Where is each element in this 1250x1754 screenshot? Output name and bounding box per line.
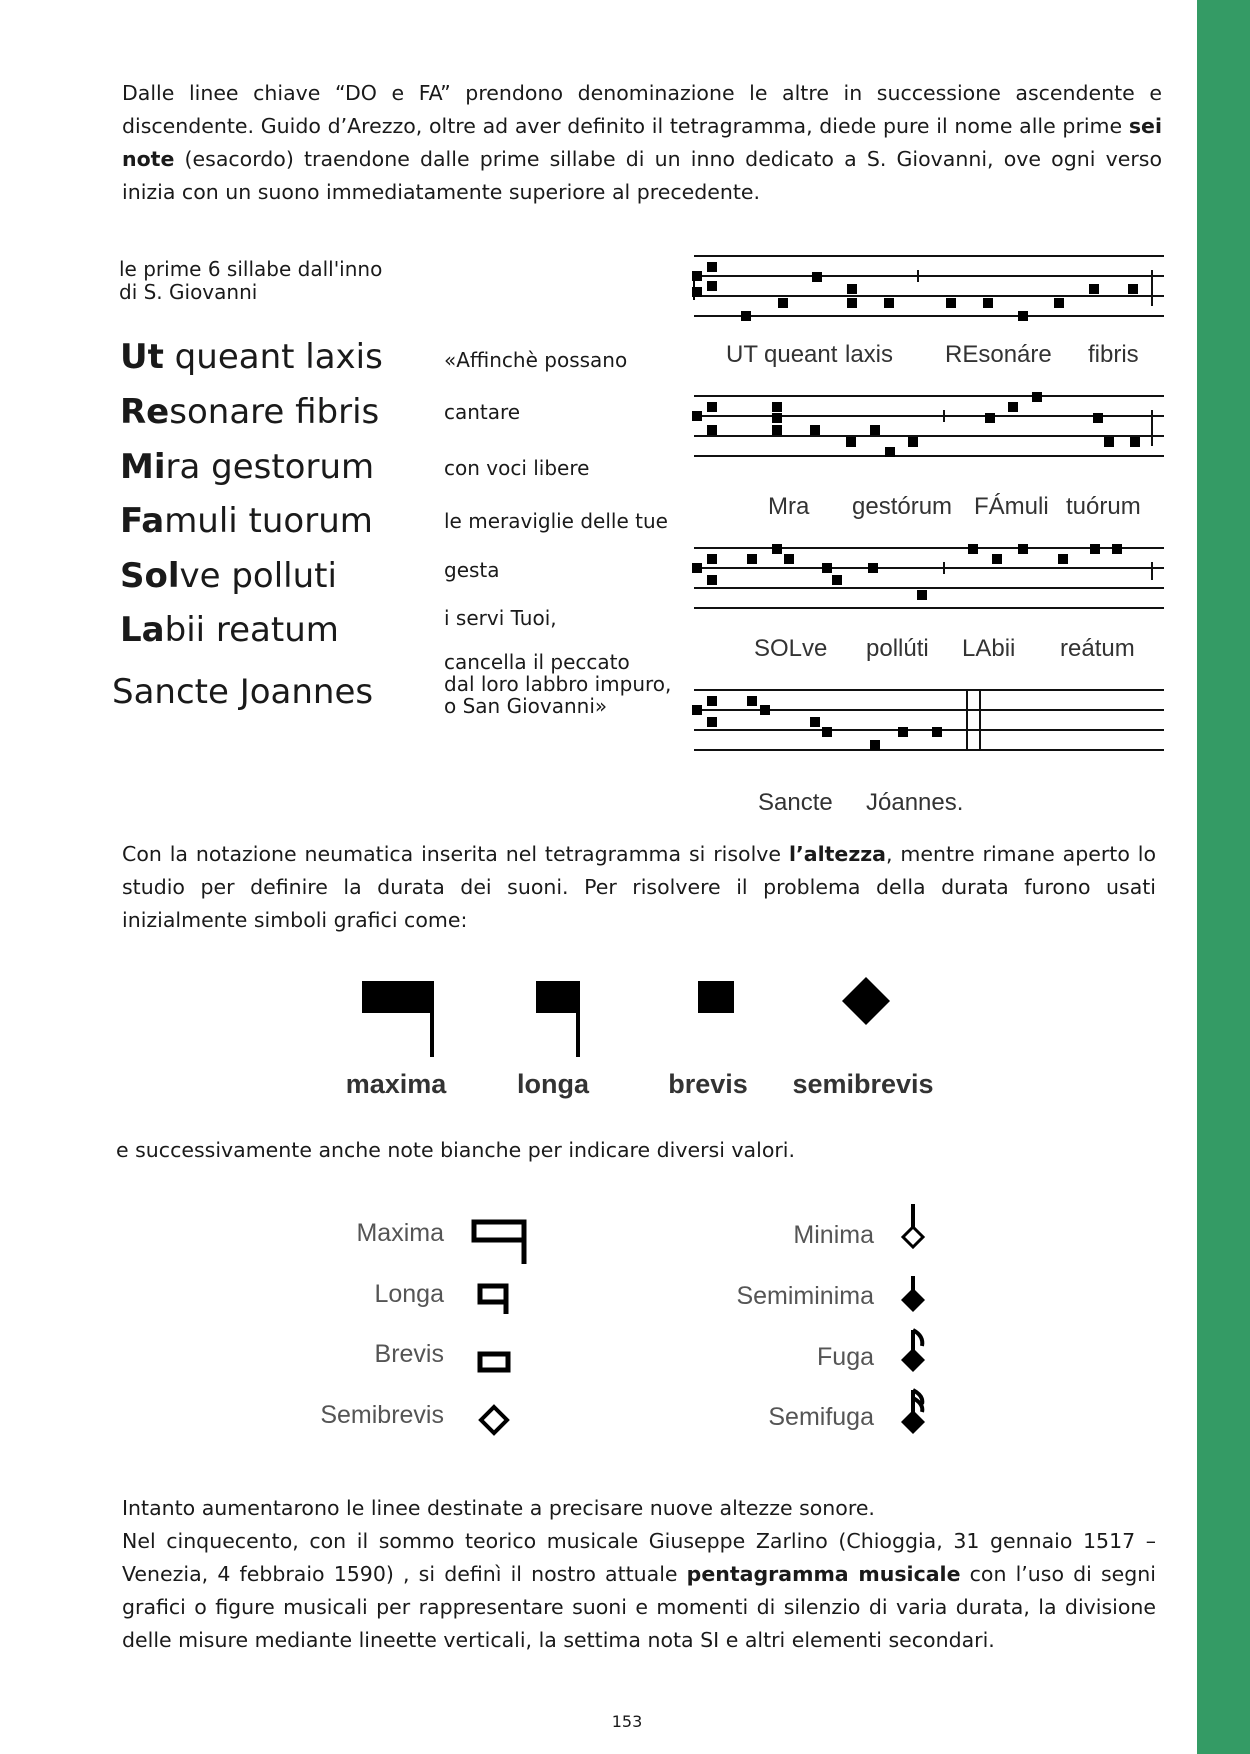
hymn-line: Solve polluti: [120, 556, 337, 596]
translation-line: gesta: [444, 558, 500, 582]
staff-3-notes: [692, 544, 1122, 600]
semibrevis-note-icon: [842, 977, 890, 1025]
staff-3: [694, 548, 1164, 608]
white-semibrevis-icon: [481, 1407, 507, 1433]
minima-icon: [903, 1204, 923, 1247]
lyric: FÁmuli: [974, 493, 1049, 520]
staff-4-notes: [692, 696, 942, 750]
translation-line: le meraviglie delle tue: [444, 509, 668, 533]
note-label: Semiminima: [736, 1282, 874, 1310]
maxima-note-icon: [362, 981, 434, 1057]
translation-line: «Affinchè possano: [444, 348, 628, 372]
lyric: tuórum: [1066, 493, 1141, 520]
lyric: SOLve: [754, 635, 828, 662]
note-label: brevis: [668, 1069, 748, 1099]
lyric: Jóannes.: [866, 789, 964, 816]
hymn-line: Resonare fibris: [120, 392, 380, 432]
note-label: Fuga: [817, 1343, 874, 1371]
translation-line: cancella il peccato: [444, 650, 630, 674]
translation-line: o San Giovanni»: [444, 694, 608, 718]
lyric: Mra: [768, 493, 810, 520]
paragraph-note-bianche: e successivamente anche note bianche per indicare diversi valori.: [116, 1138, 796, 1162]
hymn-line: Famuli tuorum: [120, 501, 373, 541]
longa-note-icon: [536, 981, 580, 1057]
hymn-line: Labii reatum: [120, 610, 339, 650]
staff-1-notes: [692, 262, 1138, 321]
hymn-caption: le prime 6 sillabe dall'inno di S. Giovanni: [119, 257, 383, 304]
paragraph-altezza: Con la notazione neumatica inserita nel tetragramma si risolve l’altezza, mentre rimane aperto lo studio per definire la durata dei suoni. Per risolvere il problema della durata furono usati inizialmente simboli grafici come:: [122, 842, 1156, 932]
staff-4: [694, 690, 1164, 750]
staff-2: [694, 396, 1164, 456]
lyric: LAbii: [962, 635, 1016, 662]
hymn-line: Ut queant laxis: [120, 337, 383, 377]
semiminima-icon: [901, 1276, 925, 1312]
note-label: maxima: [345, 1069, 447, 1099]
note-label: semibrevis: [792, 1069, 934, 1099]
hymn-line: Mira gestorum: [120, 447, 375, 487]
black-note-values: [320, 965, 960, 1105]
lyric: gestórum: [852, 493, 953, 520]
lyric: reátum: [1060, 635, 1135, 662]
lyric: fibris: [1088, 341, 1139, 368]
brevis-note-icon: [698, 981, 734, 1013]
paragraph-pentagramma: Intanto aumentarono le linee destinate a precisare nuove altezze sonore. Nel cinquecento, con il sommo teorico musicale Giuseppe Zarlino (Chioggia, 31 gennaio 1517 – Venezia, 4 febbraio 1590) , si definì il nostro attuale pentagramma musicale con l’uso di segni grafici o figure musicali per rappresentare suoni e momenti di silenzio di varia durata, la divisione delle misure mediante lineette verticali, la settima nota SI e altri elementi secondari.: [122, 1496, 1156, 1652]
note-label: Maxima: [356, 1219, 444, 1247]
translation-line: con voci libere: [444, 456, 590, 480]
note-label: Minima: [793, 1221, 874, 1249]
gregorian-score: [690, 250, 1170, 820]
fuga-icon: [901, 1330, 925, 1372]
note-label: Longa: [374, 1280, 444, 1308]
semifuga-icon: [901, 1390, 925, 1434]
page-number: 153: [611, 1712, 643, 1731]
translation-line: dal loro labbro impuro,: [444, 672, 672, 696]
note-label: Brevis: [374, 1340, 444, 1368]
translation-line: i servi Tuoi,: [444, 606, 557, 630]
lyric: UT: [726, 341, 758, 368]
hymn-line: Sancte Joannes: [112, 672, 374, 712]
lyric: pollúti: [866, 635, 929, 662]
lyric: queant: [764, 341, 838, 368]
note-label: Semibrevis: [320, 1401, 444, 1429]
translation-line: cantare: [444, 400, 521, 424]
lyric: Sancte: [758, 789, 833, 816]
lyric: laxis: [845, 341, 894, 368]
white-brevis-icon: [480, 1354, 508, 1370]
side-accent-bar: [1197, 0, 1250, 1754]
white-longa-icon: [480, 1286, 506, 1314]
staff-2-notes: [692, 392, 1140, 457]
white-maxima-icon: [474, 1222, 524, 1264]
lyric: REsonáre: [945, 341, 1052, 368]
paragraph-intro: Dalle linee chiave “DO e FA” prendono denominazione le altre in successione ascendente e discendente. Guido d’Arezzo, oltre ad aver definito il tetragramma, diede pure il nome alle prime sei note (esacordo) traendone dalle prime sillabe di un inno dedicato a S. Giovanni, ove ogni verso inizia con un suono immediatamente superiore al precedente.: [122, 81, 1162, 204]
note-label: Semifuga: [768, 1403, 874, 1431]
white-note-values: [300, 1190, 980, 1460]
note-label: longa: [517, 1069, 589, 1099]
